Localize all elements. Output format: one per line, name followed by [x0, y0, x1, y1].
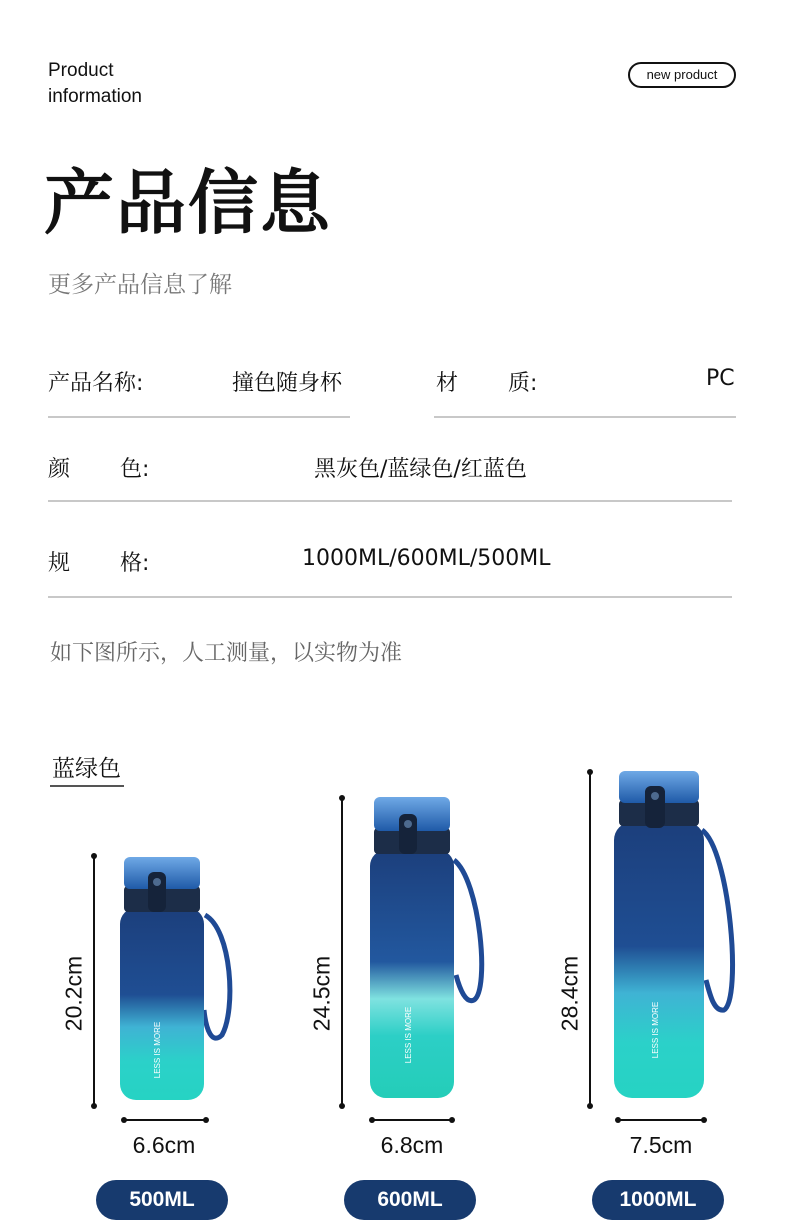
material-value: PC: [706, 366, 735, 391]
capacity-pill-500ml: 500ML: [96, 1180, 228, 1220]
bottle-3-width-label: 7.5cm: [629, 1132, 693, 1158]
bottle-500ml: [120, 857, 230, 1100]
bottle-1-width-label: 6.6cm: [132, 1132, 196, 1158]
name-label: 产品名称:: [48, 371, 144, 396]
page-title: 产品信息: [44, 162, 332, 244]
color-value: 黑灰色/蓝绿色/红蓝色: [314, 457, 527, 482]
measurement-note: 如下图所示，人工测量，以实物为准: [50, 641, 403, 666]
color-section-label: 蓝绿色: [52, 756, 121, 782]
header-line-1: Product: [48, 60, 114, 81]
bottle-600ml: [370, 797, 482, 1098]
header-line-2: information: [48, 86, 142, 107]
color-label-part1: 颜: [48, 457, 71, 482]
bottle-1-height-label: 20.2cm: [60, 955, 87, 1032]
bottle-print-text: LESS IS MORE: [404, 1006, 413, 1064]
name-value: 撞色随身杯: [232, 371, 343, 396]
color-label-part2: 色:: [120, 457, 150, 482]
capacity-pill-1000ml: 1000ML: [592, 1180, 724, 1220]
page-subtitle: 更多产品信息了解: [48, 272, 232, 298]
new-product-badge: new product: [628, 62, 736, 88]
spec-label-part1: 规: [48, 551, 71, 576]
bottle-print-text: LESS IS MORE: [153, 1021, 162, 1079]
bottle-2-height-label: 24.5cm: [308, 955, 335, 1032]
material-label-part2: 质:: [508, 371, 538, 396]
bottle-1000ml: [614, 771, 733, 1098]
bottle-2-width-label: 6.8cm: [380, 1132, 444, 1158]
bottle-print-text: LESS IS MORE: [651, 1001, 660, 1059]
capacity-pill-600ml: 600ML: [344, 1180, 476, 1220]
spec-label-part2: 格:: [120, 551, 150, 576]
material-label-part1: 材: [436, 371, 459, 396]
spec-value: 1000ML/600ML/500ML: [302, 546, 551, 571]
bottle-3-height-label: 28.4cm: [556, 955, 583, 1032]
